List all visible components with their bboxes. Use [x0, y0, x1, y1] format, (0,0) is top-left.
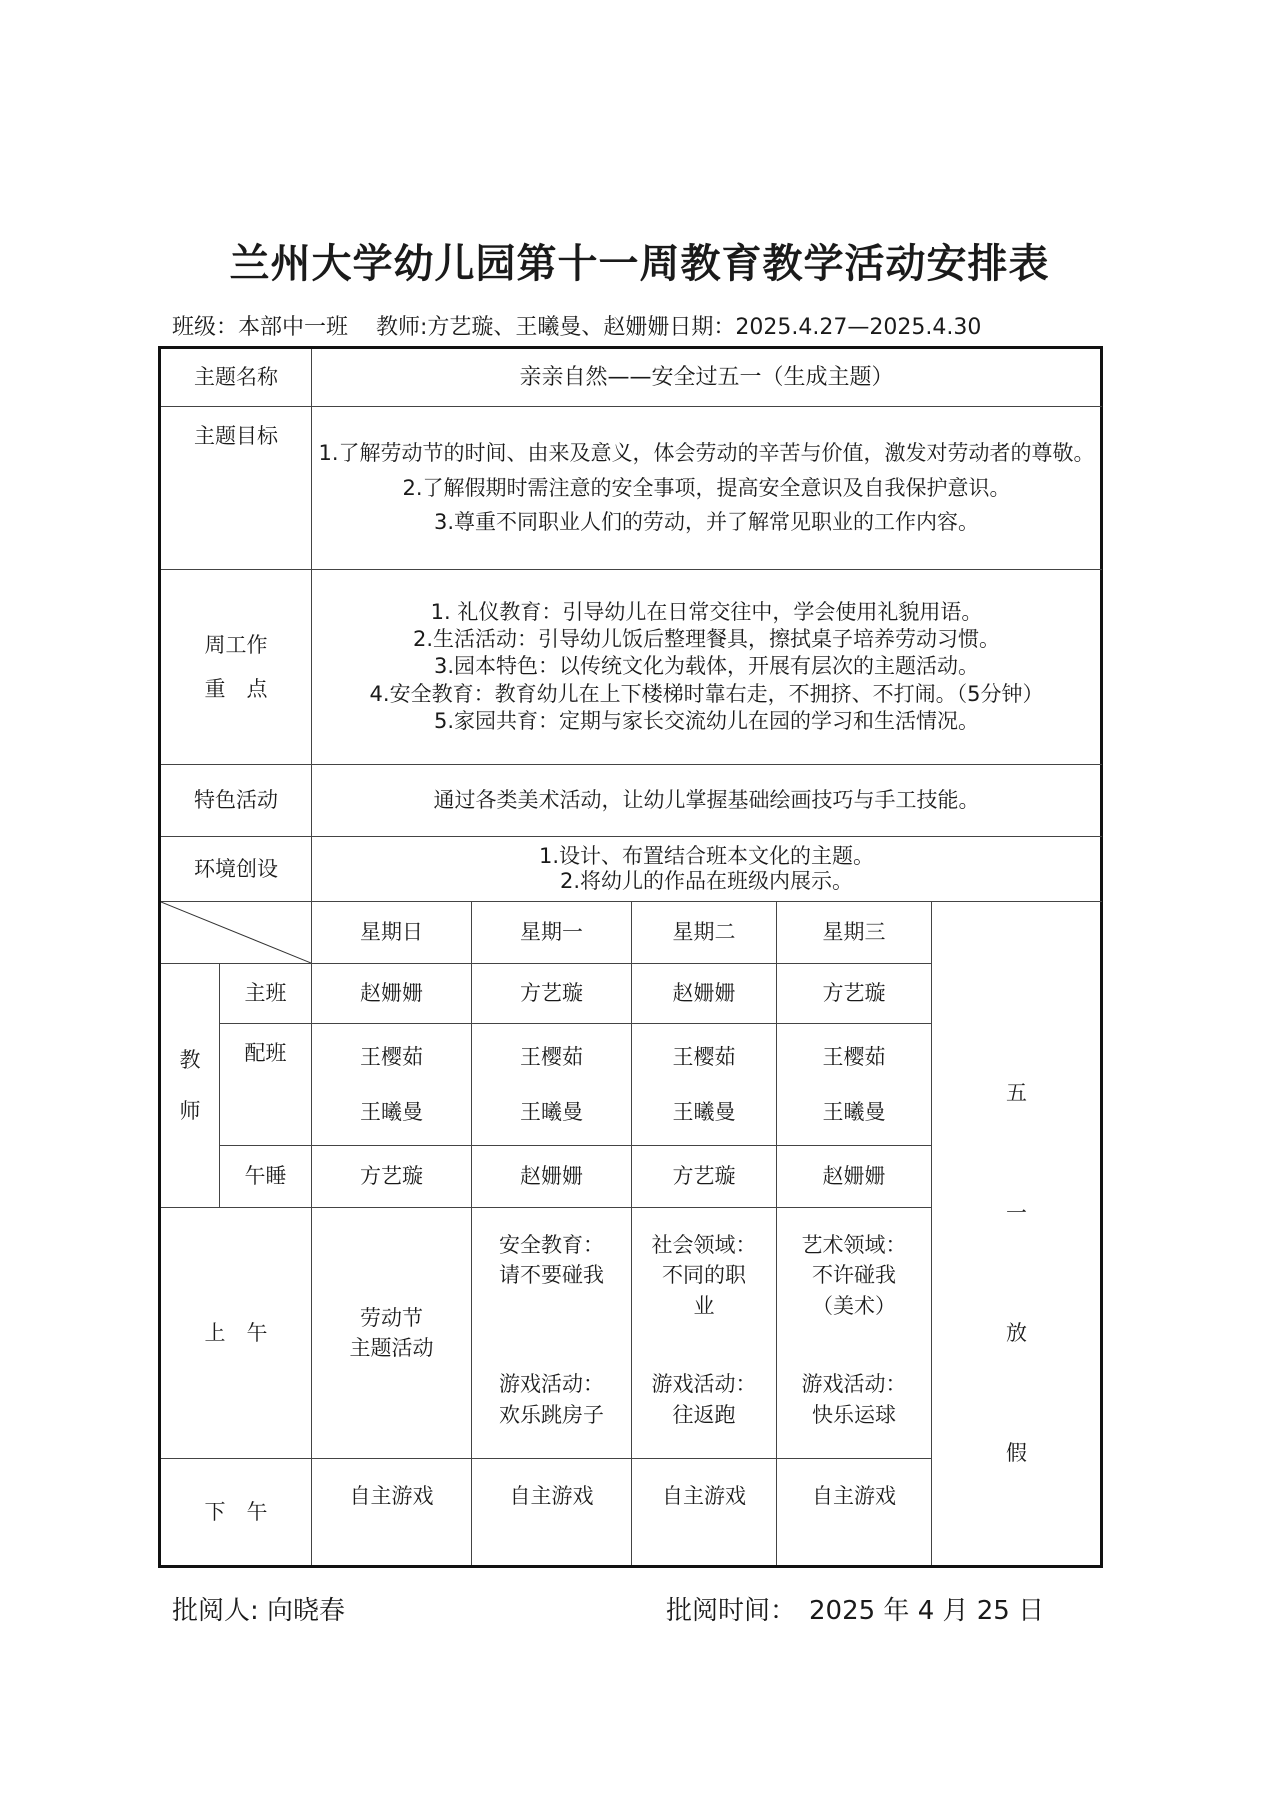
environment-label: 环境创设 [160, 837, 312, 902]
weekly-focus-label-line2: 重 点 [204, 677, 268, 701]
assist-teacher: 王曦曼 [822, 1099, 886, 1124]
date-info: 日期：2025.4.27—2025.4.30 [669, 315, 982, 340]
nap-teacher: 赵姗姗 [472, 1146, 632, 1208]
assist-teacher: 王曦曼 [520, 1099, 583, 1124]
morning-activity-top: 安全教育： 请不要碰我 [499, 1233, 604, 1288]
row-special-activity [160, 765, 1102, 837]
page-title: 兰州大学幼儿园第十一周教育教学活动安排表 [229, 241, 1050, 287]
reviewer: 批阅人: 向晓春 [172, 1596, 346, 1626]
theme-goals-list [312, 407, 1102, 570]
class-info: 班级：本部中一班 [172, 315, 349, 340]
day-header: 星期二 [632, 902, 777, 964]
teachers-info: 教师:方艺璇、王曦曼、赵姗姗 [376, 315, 670, 340]
afternoon-label: 下 午 [160, 1459, 312, 1567]
focus-item: 2.生活活动：引导幼儿饭后整理餐具，擦拭桌子培养劳动习惯。 [412, 627, 1001, 652]
assist-teacher: 王曦曼 [360, 1099, 423, 1124]
holiday-char: 放 [1006, 1321, 1027, 1346]
nap-teacher: 赵姗姗 [777, 1146, 932, 1208]
theme-name-label: 主题名称 [160, 348, 312, 407]
afternoon-activity: 自主游戏 [777, 1459, 932, 1567]
assist-teachers [632, 1024, 777, 1146]
row-environment [160, 837, 1102, 902]
special-activity-value: 通过各类美术活动，让幼儿掌握基础绘画技巧与手工技能。 [312, 765, 1102, 837]
row-weekly-focus [160, 570, 1102, 765]
afternoon-activity: 自主游戏 [632, 1459, 777, 1567]
day-header: 星期三 [777, 902, 932, 964]
focus-item: 1. 礼仪教育：引导幼儿在日常交往中，学会使用礼貌用语。 [430, 599, 983, 624]
teacher-group-char: 教 [179, 1048, 201, 1073]
weekly-focus-label [160, 570, 312, 765]
morning-activity [312, 1208, 472, 1459]
theme-goals-label: 主题目标 [160, 407, 312, 570]
assist-teachers [312, 1024, 472, 1146]
focus-item: 5.家园共育：定期与家长交流幼儿在园的学习和生活情况。 [433, 708, 980, 733]
environment-item: 2.将幼儿的作品在班级内展示。 [559, 869, 854, 893]
morning-activity-bottom: 游戏活动： 欢乐跳房子 [499, 1372, 604, 1427]
assist-teacher: 王樱茹 [360, 1045, 423, 1070]
special-activity-label: 特色活动 [160, 765, 312, 837]
environment-list [312, 837, 1102, 902]
diagonal-header-cell [160, 902, 312, 964]
focus-item: 3.园本特色：以传统文化为载体，开展有层次的主题活动。 [433, 654, 980, 679]
morning-activity [632, 1208, 777, 1459]
holiday-char: 五 [1006, 1081, 1027, 1106]
holiday-char: 假 [1006, 1441, 1027, 1466]
assist-teacher: 王樱茹 [822, 1045, 886, 1070]
afternoon-activity: 自主游戏 [472, 1459, 632, 1567]
main-teacher-label: 主班 [220, 964, 312, 1024]
subtitle [172, 310, 981, 341]
assist-teacher-label: 配班 [220, 1024, 312, 1146]
diagonal-line [161, 902, 311, 963]
main-teacher: 方艺璇 [777, 964, 932, 1024]
assist-teacher: 王樱茹 [520, 1045, 583, 1070]
assist-teachers [472, 1024, 632, 1146]
assist-teacher: 王曦曼 [672, 1099, 736, 1124]
morning-activity-bottom: 游戏活动： 往返跑 [651, 1372, 757, 1427]
weekly-focus-list [312, 570, 1102, 765]
goal-item: 2.了解假期时需注意的安全事项，提高安全意识及自我保护意识。 [402, 475, 1011, 500]
morning-activity [472, 1208, 632, 1459]
teacher-group-label [160, 964, 220, 1208]
goal-item: 3.尊重不同职业人们的劳动，并了解常见职业的工作内容。 [433, 510, 980, 535]
focus-item: 4.安全教育：教育幼儿在上下楼梯时靠右走，不拥挤、不打闹。（5分钟） [369, 681, 1044, 706]
nap-teacher-label: 午睡 [220, 1146, 312, 1208]
goal-item: 1.了解劳动节的时间、由来及意义，体会劳动的辛苦与价值，激发对劳动者的尊敬。 [318, 441, 1095, 466]
main-teacher: 赵姗姗 [312, 964, 472, 1024]
morning-activity-top: 艺术领域： 不许碰我 （美术） [801, 1233, 907, 1318]
row-day-header [160, 902, 1102, 964]
morning-activity-text: 劳动节 主题活动 [349, 1305, 434, 1360]
schedule-table [158, 346, 1103, 1568]
nap-teacher: 方艺璇 [632, 1146, 777, 1208]
theme-name-value: 亲亲自然——安全过五一（生成主题） [312, 348, 1102, 407]
morning-activity-top: 社会领域： 不同的职 业 [651, 1233, 757, 1318]
assist-teacher: 王樱茹 [672, 1045, 736, 1070]
day-header: 星期日 [312, 902, 472, 964]
main-teacher: 赵姗姗 [632, 964, 777, 1024]
afternoon-activity: 自主游戏 [312, 1459, 472, 1567]
morning-activity-bottom: 游戏活动： 快乐运球 [801, 1372, 907, 1427]
main-teacher: 方艺璇 [472, 964, 632, 1024]
assist-teachers [777, 1024, 932, 1146]
nap-teacher: 方艺璇 [312, 1146, 472, 1208]
morning-activity [777, 1208, 932, 1459]
day-header: 星期一 [472, 902, 632, 964]
morning-label: 上 午 [160, 1208, 312, 1459]
environment-item: 1.设计、布置结合班本文化的主题。 [538, 843, 875, 868]
row-theme-goals [160, 407, 1102, 570]
weekly-focus-label-line1: 周工作 [204, 632, 268, 657]
review-time: 批阅时间： 2025 年 4 月 25 日 [666, 1596, 1045, 1626]
teacher-group-char: 师 [179, 1098, 201, 1123]
holiday-char: 一 [1006, 1201, 1027, 1226]
row-theme-name [160, 348, 1102, 407]
holiday-cell [932, 902, 1102, 1567]
